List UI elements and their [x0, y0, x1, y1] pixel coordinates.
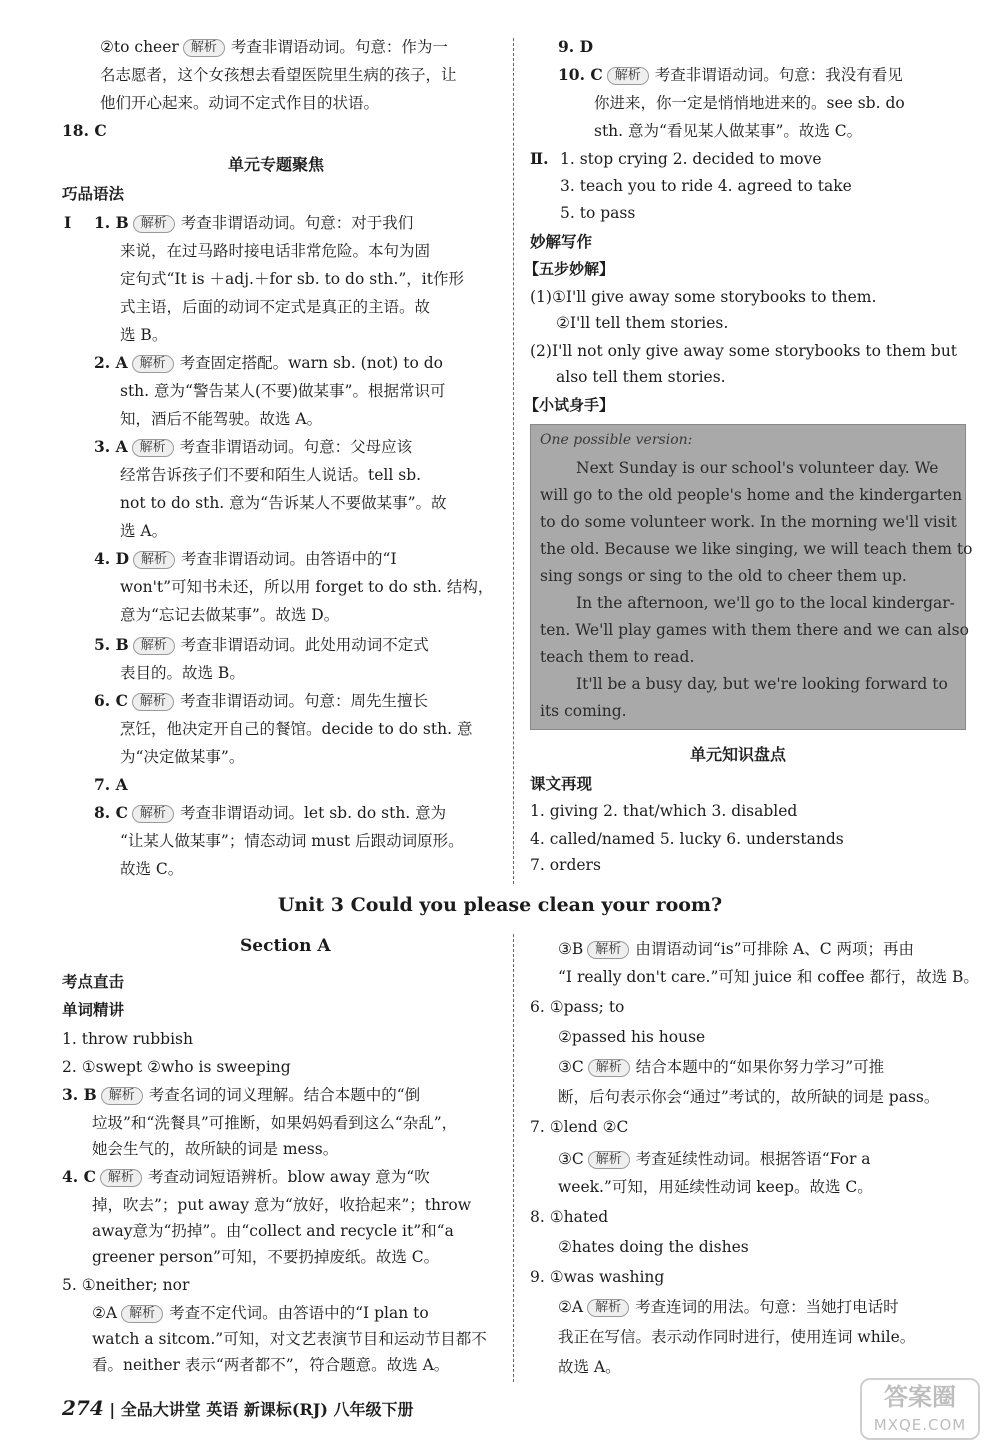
sample-label: One possible version: [540, 432, 693, 448]
recall-line: 1. giving 2. that/which 3. disabled [530, 802, 798, 820]
question-item [558, 1054, 884, 1080]
sample-line: In the afternoon, we'll go to the local kindergar- [576, 594, 955, 612]
analysis-badge: 解析 [132, 693, 174, 711]
analysis-line: “让某人做某事”；情态动词 must 后跟动词原形。 [120, 832, 464, 850]
footer-book-info: 全品大讲堂 英语 新课标(RJ) 八年级下册 [120, 1400, 414, 1419]
fill-answers: 3. teach you to ride 4. agreed to take [560, 177, 852, 195]
analysis-badge: 解析 [133, 215, 175, 233]
question-number: 2. A [94, 353, 128, 372]
analysis-line: week.”可知，用延续性动词 keep。故选 C。 [558, 1178, 873, 1196]
analysis-badge: 解析 [100, 1169, 142, 1187]
analysis-badge: 解析 [132, 439, 174, 457]
question-item [94, 546, 397, 572]
analysis-line: 看。neither 表示“两者都不”，符合题意。故选 A。 [92, 1356, 450, 1374]
analysis-text: 考查名词的词义理解。结合本题中的“倒 [148, 1086, 421, 1104]
sub-answer: ②A [558, 1298, 584, 1316]
question-item [62, 1082, 420, 1108]
analysis-line: watch a sitcom.”可知，对文艺表演节目和运动节目都不 [92, 1330, 487, 1348]
analysis-line: away意为“扔掉”。由“collect and recycle it”和“a [92, 1222, 454, 1240]
analysis-badge: 解析 [587, 941, 629, 959]
answer-9: 9. D [558, 37, 594, 56]
heading-grammar: 巧品语法 [62, 184, 125, 203]
question-item [558, 62, 903, 88]
analysis-line: 烹饪，他决定开自己的餐馆。decide to do sth. 意 [120, 720, 473, 738]
analysis-line: 我正在写信。表示动作同时进行，使用连词 while。 [558, 1328, 916, 1346]
analysis-text: 考查非谓语动词。此处用动词不定式 [180, 636, 429, 654]
analysis-badge: 解析 [132, 355, 174, 373]
sub-answer: ③C [558, 1150, 584, 1168]
analysis-line: 断，后句表示你会“通过”考试的，故所缺的词是 pass。 [558, 1088, 940, 1106]
analysis-text: 结合本题中的“如果你努力学习”可推 [635, 1058, 885, 1076]
analysis-text: 考查非谓语动词。句意：父母应该 [179, 438, 413, 456]
analysis-text: 考查非谓语动词。句意：对于我们 [180, 214, 414, 232]
question-item [558, 936, 914, 962]
analysis-line: 他们开心起来。动词不定式作目的状语。 [100, 94, 380, 112]
sample-line: its coming. [540, 702, 627, 720]
answer-line [100, 34, 448, 60]
sub-answer: ②A [92, 1304, 118, 1322]
analysis-line: 选 A。 [120, 522, 168, 540]
heading-unit-focus: 单元专题聚焦 [228, 155, 325, 174]
column-divider-bottom [513, 934, 514, 1382]
question-item [92, 1300, 429, 1326]
answer-line: ②hates doing the dishes [558, 1238, 749, 1256]
question-item [94, 434, 412, 460]
question-number: 5. B [94, 635, 129, 654]
analysis-line: 定句式“It is ＋adj.＋for sb. to do sth.”，it作形 [120, 270, 464, 288]
answer-line: 7. ①lend ②C [530, 1118, 629, 1136]
answer-18: 18. C [62, 121, 107, 140]
watermark-logo [860, 1378, 980, 1440]
answer-line: 6. ①pass; to [530, 998, 625, 1016]
analysis-text: 考查非谓语动词。句意：我没有看见 [654, 66, 903, 84]
answer-line: ②passed his house [558, 1028, 706, 1046]
sub-answer: ③C [558, 1058, 584, 1076]
answer-line: 9. ①was washing [530, 1268, 665, 1286]
step-line: also tell them stories. [556, 368, 726, 386]
section-a-title: Section A [240, 936, 331, 956]
question-number: 7. A [94, 775, 128, 794]
sample-line: the old. Because we like singing, we will teach them to [540, 540, 973, 558]
question-number: 3. B [62, 1085, 97, 1104]
analysis-badge: 解析 [133, 637, 175, 655]
step-line: ②I'll tell them stories. [556, 314, 729, 332]
question-number: 1. B [94, 213, 129, 232]
analysis-text: 考查延续性动词。根据答语“For a [635, 1150, 871, 1168]
analysis-text: 考查固定搭配。warn sb. (not) to do [179, 354, 443, 372]
heading-knowledge-review: 单元知识盘点 [690, 745, 787, 764]
analysis-line: “I really don't care.”可知 juice 和 coffee 都行，故选 B。 [558, 968, 979, 986]
watermark-text: 答案圈 [884, 1383, 956, 1411]
question-number: 4. D [94, 549, 130, 568]
question-item [94, 632, 429, 658]
footer-separator: | [109, 1400, 116, 1419]
analysis-badge: 解析 [121, 1305, 163, 1323]
analysis-badge: 解析 [588, 1151, 630, 1169]
analysis-line: sth. 意为“警告某人(不要)做某事”。根据常识可 [120, 382, 446, 400]
analysis-text: 考查动词短语辨析。blow away 意为“吹 [147, 1168, 430, 1186]
analysis-line: greener person”可知，不要扔掉废纸。故选 C。 [92, 1248, 440, 1266]
analysis-line: 表目的。故选 B。 [120, 664, 245, 682]
answer-line: 5. ①neither; nor [62, 1276, 190, 1294]
sample-line: to do some volunteer work. In the morning we'll visit [540, 513, 957, 531]
analysis-line: 垃圾”和“洗餐具”可推断，如果妈妈看到这么“杂乱”， [92, 1114, 458, 1132]
question-item [94, 350, 443, 376]
analysis-line: 来说，在过马路时接电话非常危险。本句为固 [120, 242, 431, 260]
roman-one: Ⅰ [64, 213, 72, 232]
step-line: (1)①I'll give away some storybooks to them. [530, 288, 877, 306]
analysis-text: 考查不定代词。由答语中的“I plan to [169, 1304, 429, 1322]
analysis-text: 考查非谓语动词。句意：作为一 [230, 38, 448, 56]
analysis-text: 考查连词的用法。句意：当她打电话时 [635, 1298, 899, 1316]
analysis-line: 你进来，你一定是悄悄地进来的。see sb. do [594, 94, 905, 112]
page-footer [62, 1396, 413, 1420]
heading-writing: 妙解写作 [530, 232, 593, 251]
analysis-line: 为“决定做某事”。 [120, 748, 245, 766]
analysis-line: won't”可知书未还，所以用 forget to do sth. 结构， [120, 578, 494, 596]
sample-line: ten. We'll play games with them there and we can also [540, 621, 969, 639]
answer-line: 8. ①hated [530, 1208, 609, 1226]
analysis-line: not to do sth. 意为“告诉某人不要做某事”。故 [120, 494, 447, 512]
analysis-line: 她会生气的，故所缺的词是 mess。 [92, 1140, 339, 1158]
heading-five-steps: 【五步妙解】 [524, 260, 615, 278]
analysis-line: sth. 意为“看见某人做某事”。故选 C。 [594, 122, 863, 140]
sub-answer: ③B [558, 940, 584, 958]
heading-words: 单词精讲 [62, 1000, 125, 1019]
question-item [558, 1294, 899, 1320]
heading-text-recall: 课文再现 [530, 774, 593, 793]
column-divider-top [513, 38, 514, 884]
analysis-badge: 解析 [101, 1087, 143, 1105]
recall-line: 7. orders [530, 856, 601, 874]
sample-line: teach them to read. [540, 648, 695, 666]
question-number: 10. C [558, 65, 603, 84]
fill-answers: 5. to pass [560, 204, 636, 222]
sample-line: Next Sunday is our school's volunteer day. We [576, 459, 939, 477]
question-item [94, 772, 128, 798]
question-number: 3. A [94, 437, 128, 456]
question-number: 8. C [94, 803, 128, 822]
heading-try: 【小试身手】 [524, 396, 615, 414]
question-item [94, 688, 428, 714]
analysis-line: 掉，吹去”；put away 意为“放好，收拾起来”；throw [92, 1196, 471, 1214]
heading-points: 考点直击 [62, 972, 125, 991]
page-number: 274 [62, 1396, 104, 1420]
watermark-url: MXQE.COM [873, 1416, 967, 1434]
answer-line: 2. ①swept ②who is sweeping [62, 1058, 291, 1076]
analysis-badge: 解析 [132, 805, 174, 823]
recall-line: 4. called/named 5. lucky 6. understands [530, 830, 844, 848]
analysis-text: 考查非谓语动词。let sb. do sth. 意为 [179, 804, 447, 822]
analysis-badge: 解析 [607, 67, 649, 85]
analysis-line: 式主语，后面的动词不定式是真正的主语。故 [120, 298, 431, 316]
analysis-line: 故选 A。 [558, 1358, 621, 1376]
analysis-line: 经常告诉孩子们不要和陌生人说话。tell sb. [120, 466, 422, 484]
answer-text: ②to cheer [100, 38, 179, 56]
analysis-line: 故选 C。 [120, 860, 184, 878]
fill-answers: 1. stop crying 2. decided to move [560, 150, 822, 168]
analysis-line: 名志愿者，这个女孩想去看望医院里生病的孩子，让 [100, 66, 457, 84]
analysis-text: 由谓语动词“is”可排除 A、C 两项；再由 [635, 940, 914, 958]
question-item [62, 1164, 430, 1190]
sample-line: will go to the old people's home and the kindergarten [540, 486, 963, 504]
analysis-text: 考查非谓语动词。句意：周先生擅长 [179, 692, 428, 710]
question-number: 6. C [94, 691, 128, 710]
analysis-badge: 解析 [588, 1059, 630, 1077]
answer-line: 1. throw rubbish [62, 1030, 193, 1048]
unit-title: Unit 3 Could you please clean your room? [277, 894, 723, 916]
roman-two: Ⅱ. [530, 149, 549, 168]
question-item [558, 1146, 871, 1172]
analysis-line: 选 B。 [120, 326, 168, 344]
analysis-badge: 解析 [133, 551, 175, 569]
question-item [94, 210, 413, 236]
question-number: 4. C [62, 1167, 96, 1186]
analysis-badge: 解析 [587, 1299, 629, 1317]
sample-line: sing songs or sing to the old to cheer them up. [540, 567, 907, 585]
analysis-line: 知，酒后不能驾驶。故选 A。 [120, 410, 323, 428]
sample-line: It'll be a busy day, but we're looking forward to [576, 675, 948, 693]
step-line: (2)I'll not only give away some storybooks to them but [530, 342, 958, 360]
question-item [94, 800, 446, 826]
analysis-badge: 解析 [183, 39, 225, 57]
analysis-text: 考查非谓语动词。由答语中的“I [181, 550, 397, 568]
analysis-line: 意为“忘记去做某事”。故选 D。 [120, 606, 340, 624]
